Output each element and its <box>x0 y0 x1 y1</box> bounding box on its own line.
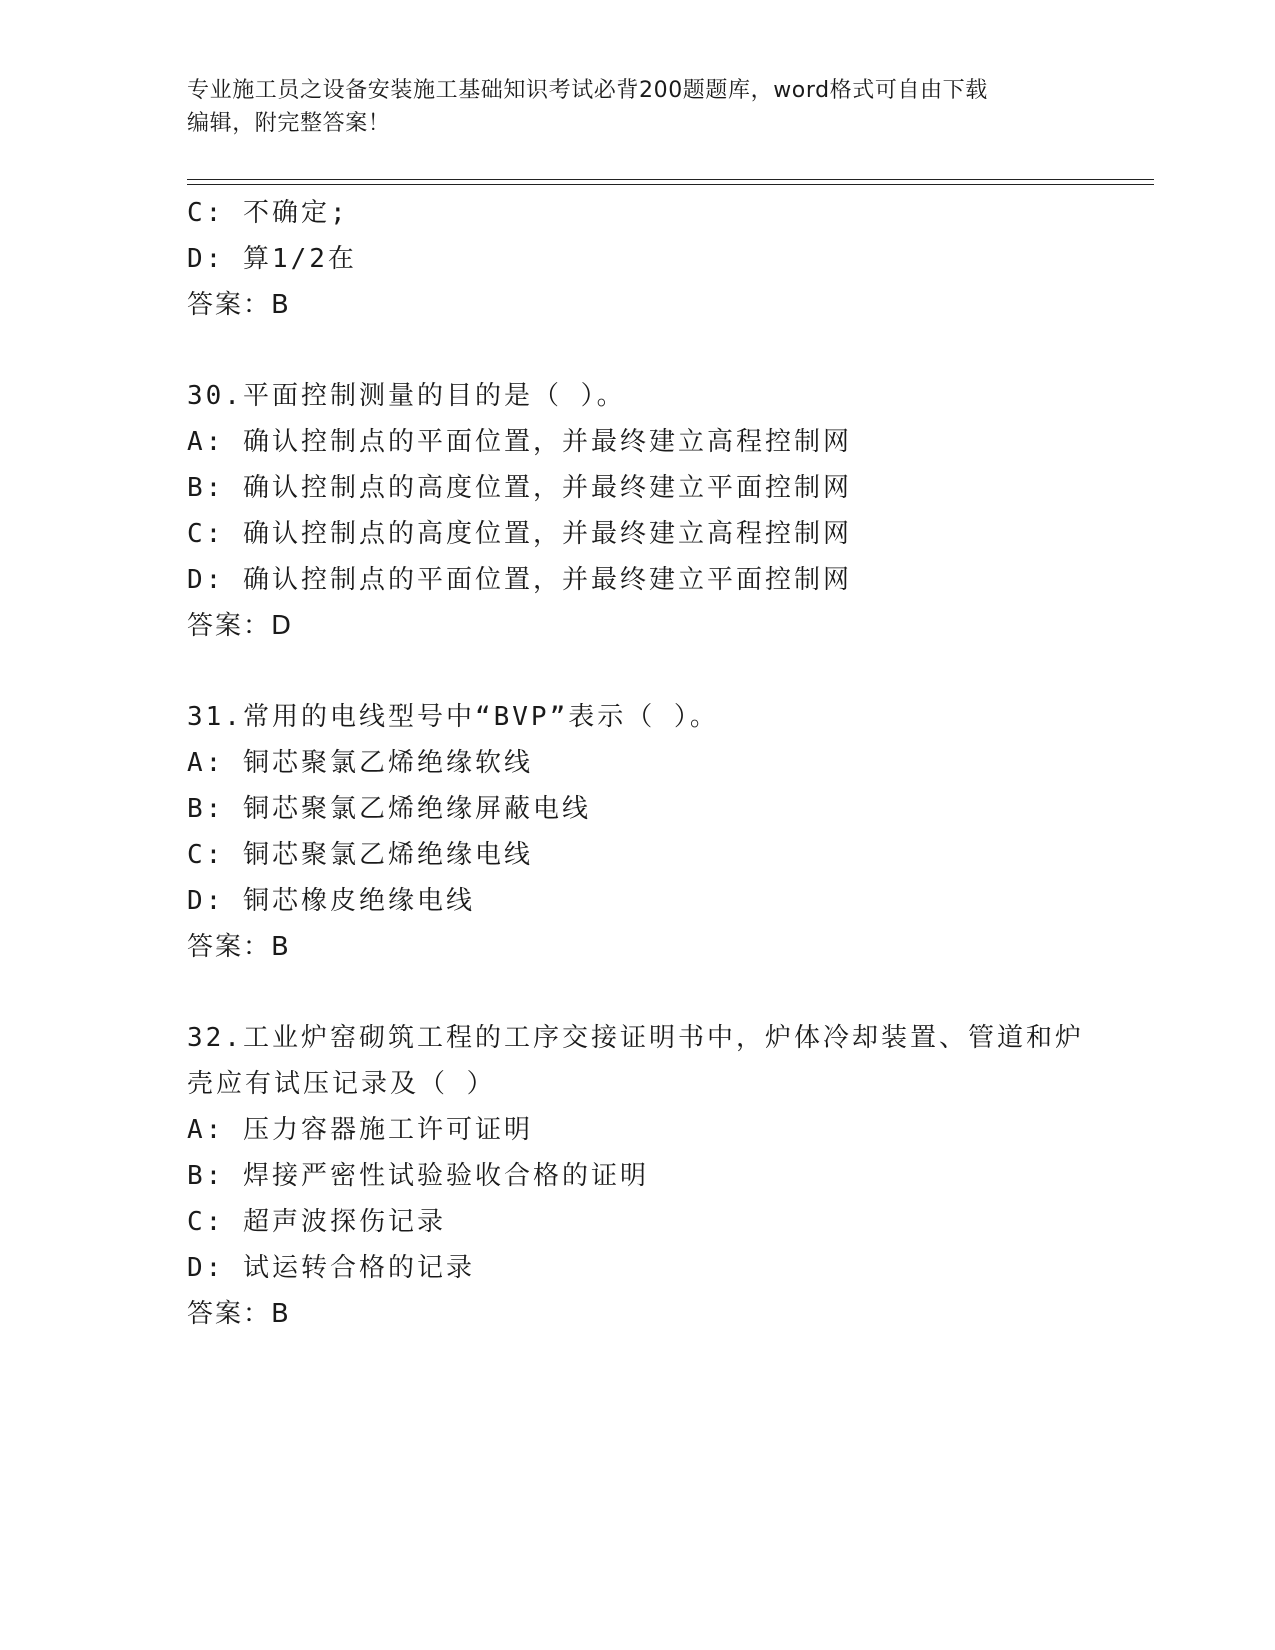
spacer <box>187 328 1087 373</box>
answer-line: 答案：D <box>187 611 294 641</box>
option-a: A: 确认控制点的平面位置，并最终建立高程控制网 <box>187 427 852 457</box>
answer-line: 答案：B <box>187 932 291 962</box>
option-d: D: 试运转合格的记录 <box>187 1253 475 1283</box>
answer-line: 答案：B <box>187 1299 291 1329</box>
option-c: C: 不确定; <box>187 198 349 228</box>
question-item-29-tail <box>187 190 1087 328</box>
header-title-line-2: 编辑，附完整答案！ <box>187 111 391 136</box>
question-stem: 30.平面控制测量的目的是（ ）。 <box>187 381 626 411</box>
spacer <box>187 970 1087 1015</box>
question-item-32 <box>187 1015 1087 1337</box>
option-b: B: 确认控制点的高度位置，并最终建立平面控制网 <box>187 473 852 503</box>
option-d: D: 铜芯橡皮绝缘电线 <box>187 886 475 916</box>
option-c: C: 超声波探伤记录 <box>187 1207 446 1237</box>
question-stem-line-2: 壳应有试压记录及（ ） <box>187 1069 496 1099</box>
question-list <box>187 190 1087 1337</box>
question-item-30 <box>187 373 1087 649</box>
question-item-31 <box>187 694 1087 970</box>
option-c: C: 确认控制点的高度位置，并最终建立高程控制网 <box>187 519 852 549</box>
spacer <box>187 649 1087 694</box>
question-stem: 31.常用的电线型号中“BVP”表示（ ）。 <box>187 702 719 732</box>
header-divider-bottom <box>187 184 1154 185</box>
answer-line: 答案：B <box>187 290 291 320</box>
question-stem-line-1: 32.工业炉窑砌筑工程的工序交接证明书中，炉体冷却装置、管道和炉 <box>187 1023 1084 1053</box>
header-divider-top <box>187 179 1154 180</box>
option-b: B: 焊接严密性试验验收合格的证明 <box>187 1161 649 1191</box>
document-header <box>187 74 1087 140</box>
option-c: C: 铜芯聚氯乙烯绝缘电线 <box>187 840 533 870</box>
option-d: D: 确认控制点的平面位置，并最终建立平面控制网 <box>187 565 852 595</box>
option-d: D: 算1/2在 <box>187 244 357 274</box>
option-a: A: 压力容器施工许可证明 <box>187 1115 533 1145</box>
option-a: A: 铜芯聚氯乙烯绝缘软线 <box>187 748 533 778</box>
header-title-line-1: 专业施工员之设备安装施工基础知识考试必背200题题库，word格式可自由下载 <box>187 78 988 103</box>
option-b: B: 铜芯聚氯乙烯绝缘屏蔽电线 <box>187 794 591 824</box>
